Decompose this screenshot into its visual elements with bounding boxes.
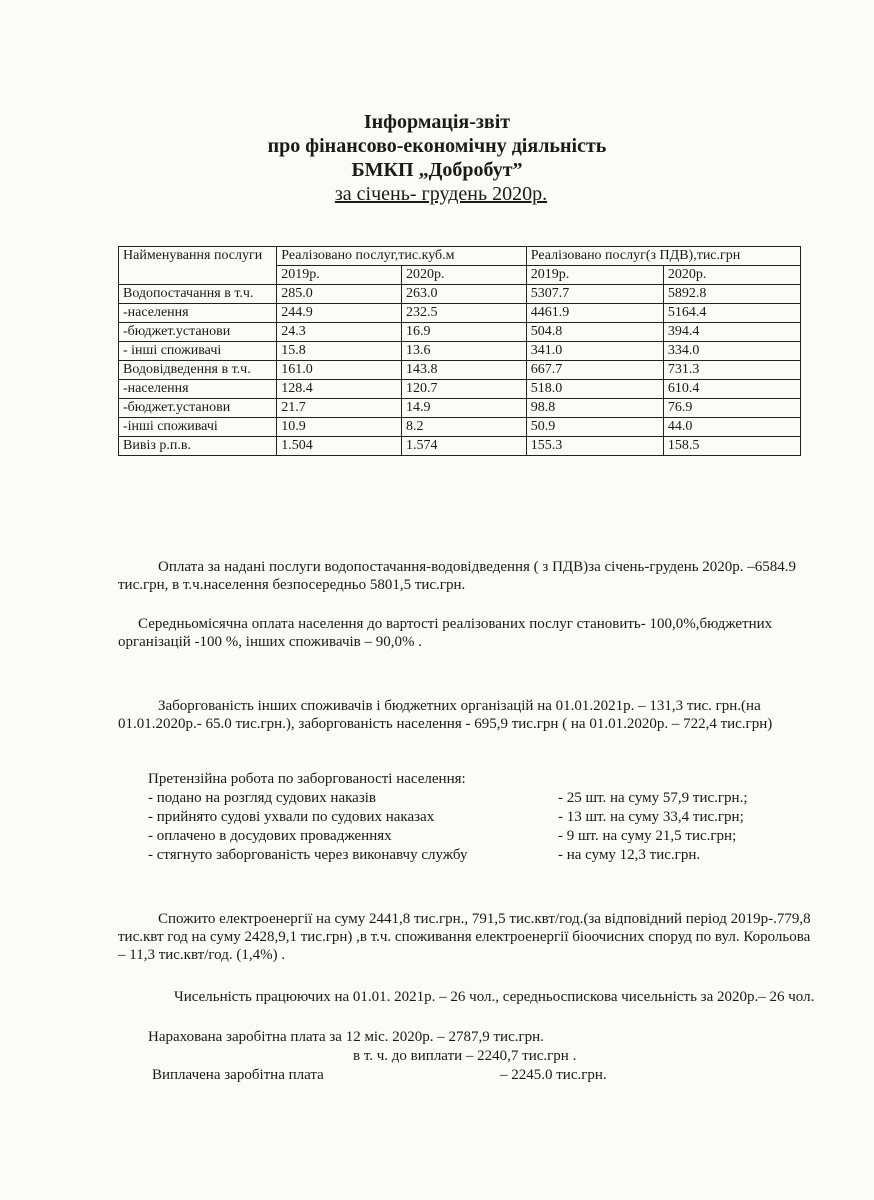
table-row xyxy=(119,323,801,342)
cell-value: 98.8 xyxy=(526,399,663,418)
table-row xyxy=(119,285,801,304)
document-title xyxy=(0,110,874,206)
title-line-3: БМКП „Добробут” xyxy=(351,159,523,181)
cell-value: 4461.9 xyxy=(526,304,663,323)
debt-text: Заборгованість інших споживачів і бюджетних організацій на 01.01.2021р. – 131,3 тис. грн.(на 01.01.2020р.- 65.0 тис.грн.), заборгованість населення - 695,9 тис.грн ( на 01.01.2020р. – 722,4 тис.грн) xyxy=(118,698,773,732)
header-service-name: Найменування послуги xyxy=(119,247,277,285)
cell-value: 285.0 xyxy=(277,285,402,304)
claim-item xyxy=(148,808,808,827)
average-text: Середньомісячна оплата населення до вартості реалізованих послуг становить- 100,0%,бюджетних організацій -100 %, інших споживачів – 90,0% . xyxy=(118,616,773,650)
row-label: - інші споживачі xyxy=(119,342,277,361)
table-row xyxy=(119,361,801,380)
cell-value: 50.9 xyxy=(526,418,663,437)
cell-value: 341.0 xyxy=(526,342,663,361)
cell-value: 232.5 xyxy=(402,304,527,323)
cell-value: 5307.7 xyxy=(526,285,663,304)
row-label: Водопостачання в т.ч. xyxy=(119,285,277,304)
row-label: -бюджет.установи xyxy=(119,399,277,418)
cell-value: 16.9 xyxy=(402,323,527,342)
header-year: 2020р. xyxy=(402,266,527,285)
salary-label: Виплачена заробітна плата xyxy=(152,1067,324,1083)
cell-value: 10.9 xyxy=(277,418,402,437)
cell-value: 128.4 xyxy=(277,380,402,399)
claim-value: - 25 шт. на суму 57,9 тис.грн.; xyxy=(558,790,748,806)
claim-label: - оплачено в досудових провадженнях xyxy=(148,828,392,844)
row-label: -населення xyxy=(119,304,277,323)
cell-value: 158.5 xyxy=(663,437,800,456)
cell-value: 504.8 xyxy=(526,323,663,342)
cell-value: 24.3 xyxy=(277,323,402,342)
cell-value: 15.8 xyxy=(277,342,402,361)
table-row xyxy=(119,418,801,437)
claim-item xyxy=(148,846,808,865)
cell-value: 518.0 xyxy=(526,380,663,399)
title-line-1: Інформація-звіт xyxy=(363,111,511,133)
staff-text: Чисельність працюючих на 01.01. 2021р. – 26 чол., середньоспискова чисельність за 2020р.– 26 чол. xyxy=(174,989,815,1005)
debt-paragraph xyxy=(118,697,818,733)
cell-value: 731.3 xyxy=(663,361,800,380)
claim-item xyxy=(148,827,808,846)
electricity-paragraph xyxy=(118,910,818,964)
header-year: 2019р. xyxy=(526,266,663,285)
services-table xyxy=(118,246,801,456)
salary-row xyxy=(148,1047,668,1066)
cell-value: 13.6 xyxy=(402,342,527,361)
cell-value: 610.4 xyxy=(663,380,800,399)
payment-paragraph xyxy=(118,558,818,594)
salary-section xyxy=(148,1028,668,1085)
claim-value: - на суму 12,3 тис.грн. xyxy=(558,847,701,863)
table-row xyxy=(119,399,801,418)
cell-value: 244.9 xyxy=(277,304,402,323)
claim-item xyxy=(148,789,808,808)
row-label: Вивіз р.п.в. xyxy=(119,437,277,456)
row-label: -бюджет.установи xyxy=(119,323,277,342)
cell-value: 21.7 xyxy=(277,399,402,418)
table-row xyxy=(119,380,801,399)
claims-section xyxy=(148,770,808,865)
table-row xyxy=(119,342,801,361)
salary-value: в т. ч. до виплати – 2240,7 тис.грн . xyxy=(353,1048,577,1064)
claim-label: - подано на розгляд судових наказів xyxy=(148,790,377,806)
cell-value: 161.0 xyxy=(277,361,402,380)
header-revenue: Реалізовано послуг(з ПДВ),тис.грн xyxy=(526,247,800,266)
cell-value: 76.9 xyxy=(663,399,800,418)
title-period: за січень- грудень 2020р. xyxy=(334,183,548,205)
electricity-text: Спожито електроенергії на суму 2441,8 тис.грн., 791,5 тис.квт/год.(за відповідний період 2019р-.779,8 тис.квт год на суму 2428,9,1 тис.грн) ,в т.ч. споживання електроенергії біоочисних споруд по вул. Корольова – 11,3 тис.квт/год. (1,4%) . xyxy=(118,911,811,963)
average-paragraph xyxy=(118,615,818,651)
salary-label: Нарахована заробітна плата за 12 міс. 2020р. – 2787,9 тис.грн. xyxy=(148,1029,544,1045)
claim-value: - 9 шт. на суму 21,5 тис.грн; xyxy=(558,828,737,844)
header-year: 2020р. xyxy=(663,266,800,285)
cell-value: 120.7 xyxy=(402,380,527,399)
row-label: Водовідведення в т.ч. xyxy=(119,361,277,380)
cell-value: 44.0 xyxy=(663,418,800,437)
row-label: -населення xyxy=(119,380,277,399)
table-row xyxy=(119,304,801,323)
header-year: 2019р. xyxy=(277,266,402,285)
salary-row xyxy=(148,1028,668,1047)
claim-label: - прийнято судові ухвали по судових наказах xyxy=(148,809,435,825)
title-line-2: про фінансово-економічну діяльність xyxy=(267,135,607,157)
payment-text: Оплата за надані послуги водопостачання-водовідведення ( з ПДВ)за січень-грудень 2020р. –6584.9 тис.грн, в т.ч.населення безпосередньо 5801,5 тис.грн. xyxy=(118,559,797,593)
cell-value: 263.0 xyxy=(402,285,527,304)
table-row xyxy=(119,437,801,456)
row-label: -інші споживачі xyxy=(119,418,277,437)
cell-value: 394.4 xyxy=(663,323,800,342)
cell-value: 8.2 xyxy=(402,418,527,437)
cell-value: 143.8 xyxy=(402,361,527,380)
claim-label: - стягнуто заборгованість через виконавчу службу xyxy=(148,847,468,863)
claim-value: - 13 шт. на суму 33,4 тис.грн; xyxy=(558,809,744,825)
cell-value: 1.504 xyxy=(277,437,402,456)
cell-value: 5892.8 xyxy=(663,285,800,304)
staff-paragraph xyxy=(118,988,818,1006)
cell-value: 5164.4 xyxy=(663,304,800,323)
cell-value: 155.3 xyxy=(526,437,663,456)
cell-value: 14.9 xyxy=(402,399,527,418)
salary-value: – 2245.0 тис.грн. xyxy=(500,1067,607,1083)
cell-value: 334.0 xyxy=(663,342,800,361)
claims-heading: Претензійна робота по заборгованості населення: xyxy=(148,771,466,787)
cell-value: 1.574 xyxy=(402,437,527,456)
cell-value: 667.7 xyxy=(526,361,663,380)
header-volume: Реалізовано послуг,тис.куб.м xyxy=(277,247,527,266)
salary-row xyxy=(148,1066,668,1085)
